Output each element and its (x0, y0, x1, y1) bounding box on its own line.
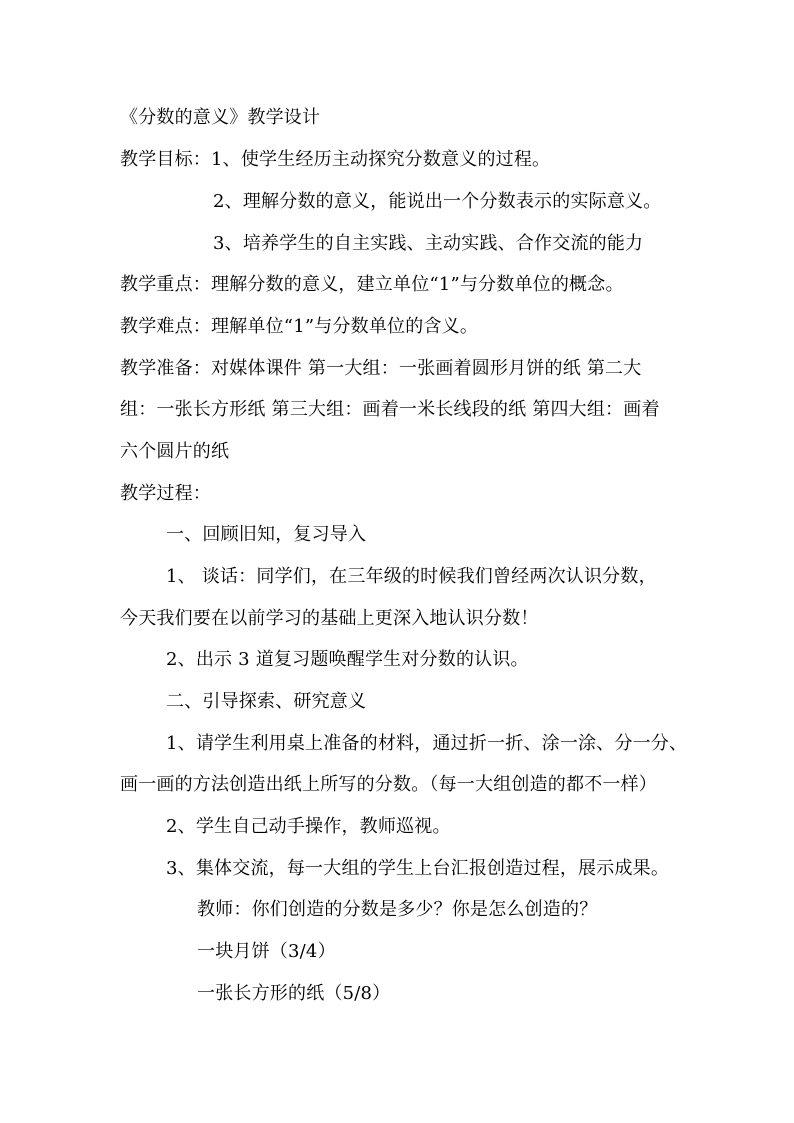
objective-2: 2、理解分数的意义，能说出一个分数表示的实际意义。 (213, 191, 662, 212)
section-2-item-1-line-1: 1、请学生利用桌上准备的材料，通过折一折、涂一涂、分一分、 (166, 733, 688, 754)
section-2-item-3: 3、集体交流，每一大组的学生上台汇报创造过程，展示成果。 (166, 858, 670, 879)
objective-1: 教学目标：1、使学生经历主动探究分数意义的过程。 (120, 149, 551, 170)
example-mooncake: 一块月饼（3/4） (197, 941, 336, 962)
objective-3: 3、培养学生的自主实践、主动实践、合作交流的能力 (213, 233, 644, 254)
section-2-heading: 二、引导探索、研究意义 (166, 691, 367, 712)
preparation-line-2: 组：一张长方形纸 第三大组：画着一米长线段的纸 第四大组：画着 (120, 399, 660, 420)
key-point: 教学重点：理解分数的意义，建立单位“1”与分数单位的概念。 (120, 274, 624, 295)
section-2-item-1-line-2: 画一画的方法创造出纸上所写的分数。（每一大组创造的都不一样） (120, 774, 657, 795)
process-label: 教学过程： (120, 483, 211, 504)
section-1-item-1-line-1: 1、 谈话：同学们，在三年级的时候我们曾经两次认识分数， (166, 566, 657, 587)
section-1-heading: 一、回顾旧知，复习导入 (166, 524, 367, 545)
document-title: 《分数的意义》教学设计 (120, 107, 321, 128)
section-2-item-2: 2、学生自己动手操作，教师巡视。 (166, 816, 451, 837)
difficult-point: 教学难点：理解单位“1”与分数单位的含义。 (120, 316, 479, 337)
section-1-item-2: 2、出示 3 道复习题唤醒学生对分数的认识。 (166, 649, 529, 670)
teacher-question: 教师：你们创造的分数是多少？你是怎么创造的？ (197, 899, 598, 920)
preparation-line-3: 六个圆片的纸 (120, 441, 230, 462)
preparation-line-1: 教学准备：对媒体课件 第一大组：一张画着圆形月饼的纸 第二大 (120, 358, 642, 379)
section-1-item-1-line-2: 今天我们要在以前学习的基础上更深入地认识分数！ (120, 608, 539, 629)
example-rectangle-paper: 一张长方形的纸（5/8） (197, 983, 391, 1004)
